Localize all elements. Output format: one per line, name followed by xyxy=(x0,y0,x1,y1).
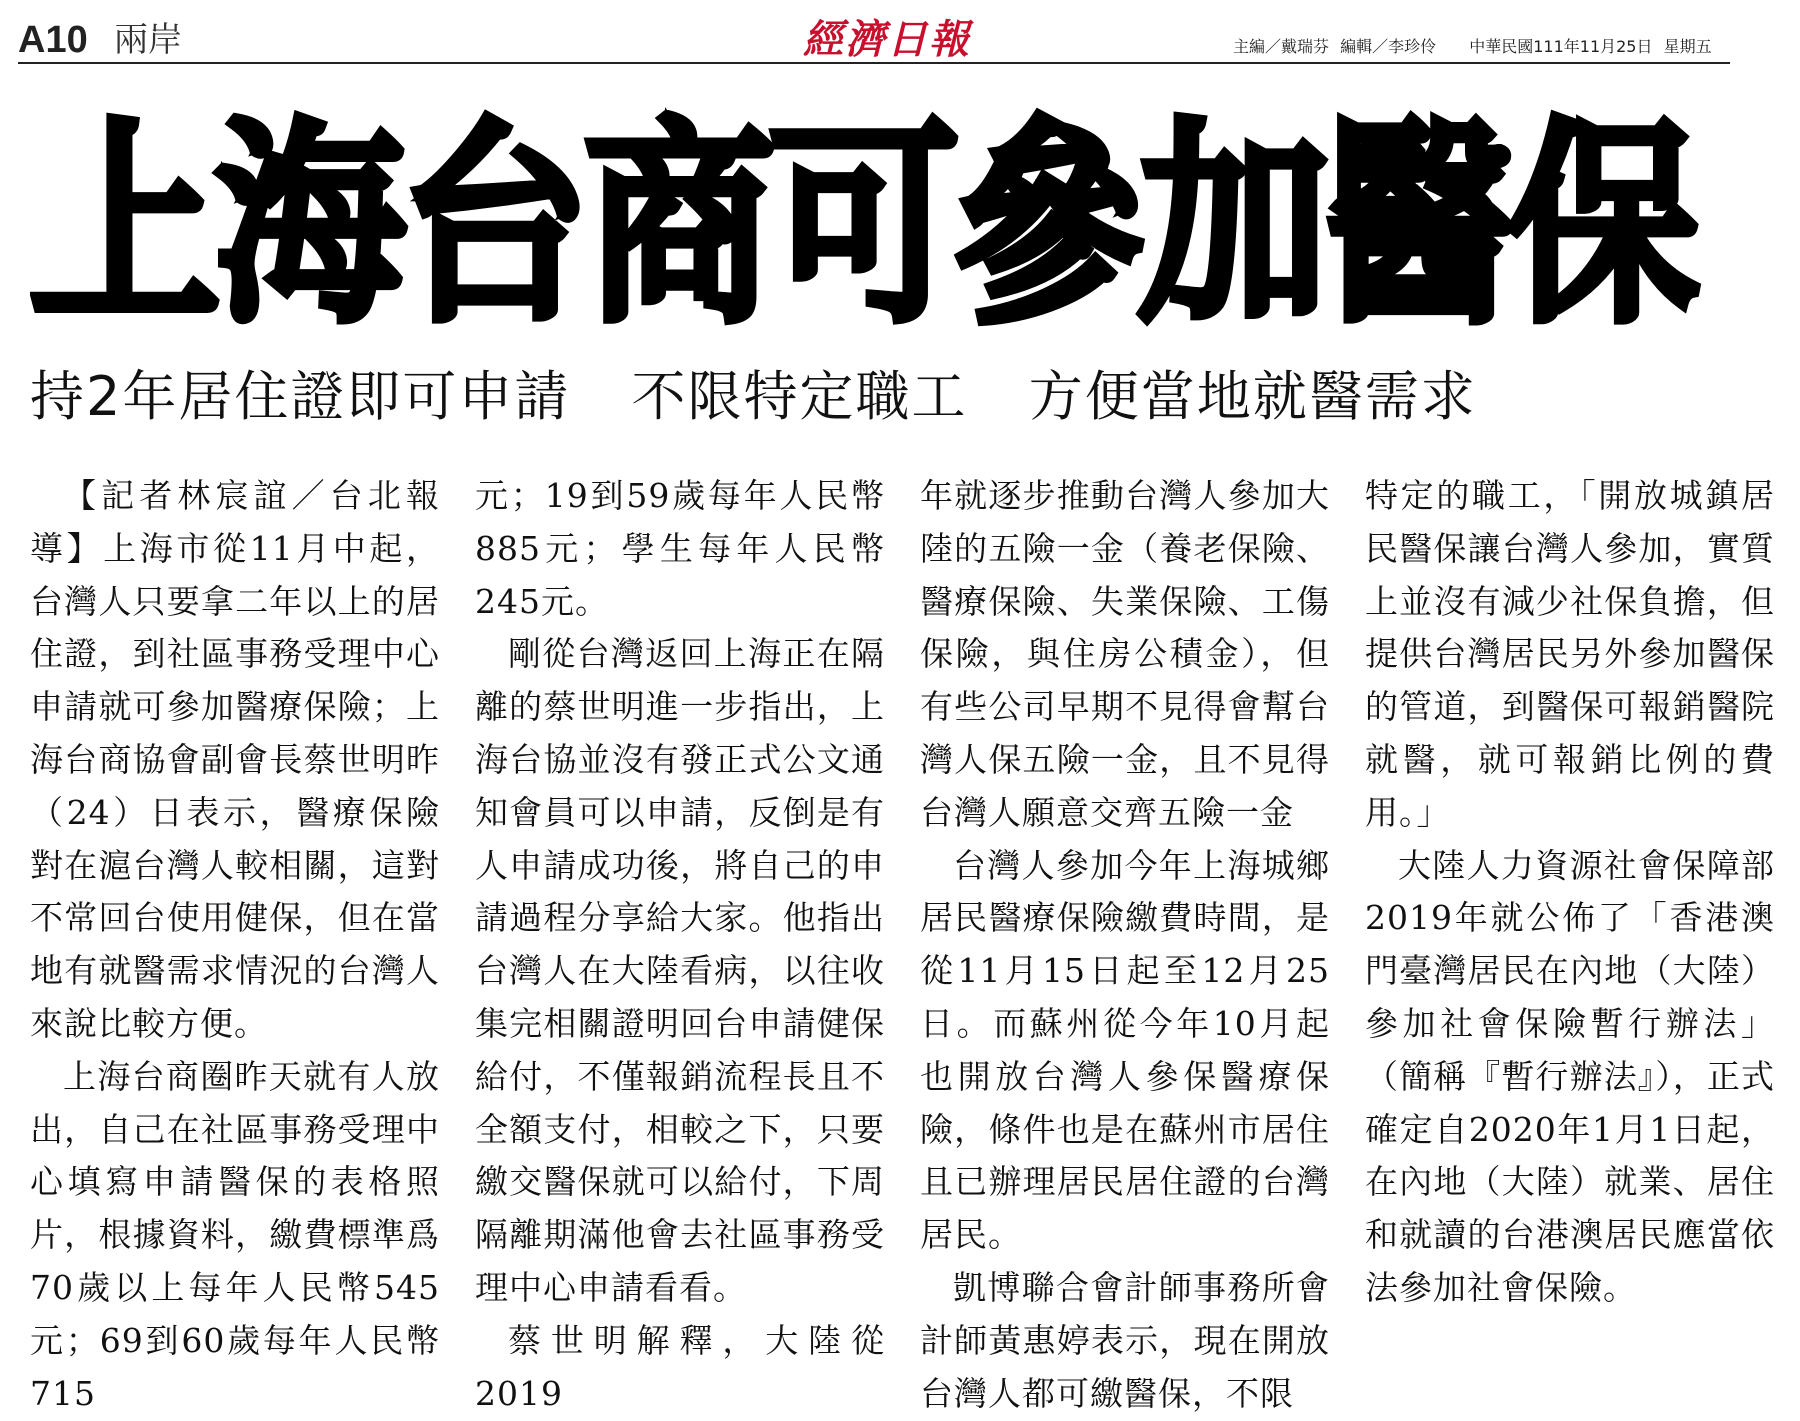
article-body xyxy=(30,470,1775,1413)
paragraph-7: 大陸人力資源社會保障部2019年就公佈了「香港澳門臺灣居民在內地（大陸）參加社會保險暫行辦法」（簡稱『暫行辦法』），正式確定自2020年1月1日起，在內地（大陸）就業、居住和就讀的台港澳居民應當依法參加社會保險。 xyxy=(1365,845,1775,1307)
newspaper-masthead: 經濟日報 xyxy=(803,16,971,63)
article-column-4 xyxy=(1365,470,1775,1370)
subheadline-part-3: 方便當地就醫需求 xyxy=(1028,365,1477,428)
paragraph-6: 凱博聯合會計師事務所會計師黃惠婷表示，現在開放台灣人都可繳醫保，不限 xyxy=(920,1267,1330,1413)
publication-date: 中華民國111年11月25日 xyxy=(1469,37,1653,56)
paragraph-4-cont: 年就逐步推動台灣人參加大陸的五險一金（養老保險、醫療保險、失業保險、工傷保險，與住房公積金），但有些公司早期不見得會幫台灣人保五險一金，且不見得台灣人願意交齊五險一金 xyxy=(920,476,1330,832)
subheadline-part-2: 不限特定職工 xyxy=(631,365,968,428)
article-column-2 xyxy=(475,470,885,1413)
page-header xyxy=(18,18,1730,64)
chief-editor: 主編／戴瑞芬 xyxy=(1233,37,1330,56)
publication-weekday: 星期五 xyxy=(1663,37,1712,56)
article-column-3 xyxy=(920,470,1330,1413)
paragraph-6-cont: 特定的職工，「開放城鎮居民醫保讓台灣人參加，實質上並沒有減少社保負擔，但提供台灣居民另外參加醫保的管道，到醫保可報銷醫院就醫，就可報銷比例的費用。」 xyxy=(1365,476,1775,832)
copy-editor: 編輯／李珍伶 xyxy=(1340,37,1437,56)
paragraph-4: 蔡世明解釋，大陸從2019 xyxy=(475,1320,885,1413)
page-number: A10 xyxy=(18,19,88,61)
editor-credits xyxy=(1233,34,1718,57)
paragraph-5: 台灣人參加今年上海城鄉居民醫療保險繳費時間，是從11月15日起至12月25日。而蘇州從今年10月起也開放台灣人參保醫療保險，條件也是在蘇州市居住且已辦理居民居住證的台灣居民。 xyxy=(920,845,1330,1255)
article-headline: 上海台商可參加醫保 xyxy=(30,100,1694,351)
paragraph-2: 上海台商圈昨天就有人放出，自己在社區事務受理中心填寫申請醫保的表格照片，根據資料，繳費標準爲70歲以上每年人民幣545元；69到60歲每年人民幣715 xyxy=(30,1056,440,1413)
article-column-1 xyxy=(30,470,440,1413)
paragraph-2-cont: 元；19到59歲每年人民幣885元；學生每年人民幣245元。 xyxy=(475,476,885,621)
paragraph-3: 剛從台灣返回上海正在隔離的蔡世明進一步指出，上海台協並沒有發正式公文通知會員可以申請，反倒是有人申請成功後，將自己的申請過程分享給大家。他指出台灣人在大陸看病，以往收集完相關證明回台申請健保給付，不僅報銷流程長且不全額支付，相較之下，只要繳交醫保就可以給付，下周隔離期滿他會去社區事務受理中心申請看看。 xyxy=(475,634,885,1307)
subheadline-part-1: 持2年居住證即可申請 xyxy=(30,365,571,428)
section-name: 兩岸 xyxy=(114,20,182,60)
article-subheadline xyxy=(30,360,1770,434)
paragraph-1: 【記者林宸誼／台北報導】上海市從11月中起，台灣人只要拿二年以上的居住證，到社區事務受理中心申請就可參加醫療保險；上海台商協會副會長蔡世明昨（24）日表示，醫療保險對在滬台灣人較相關，這對不常回台使用健保，但在當地有就醫需求情況的台灣人來說比較方便。 xyxy=(30,476,440,1043)
